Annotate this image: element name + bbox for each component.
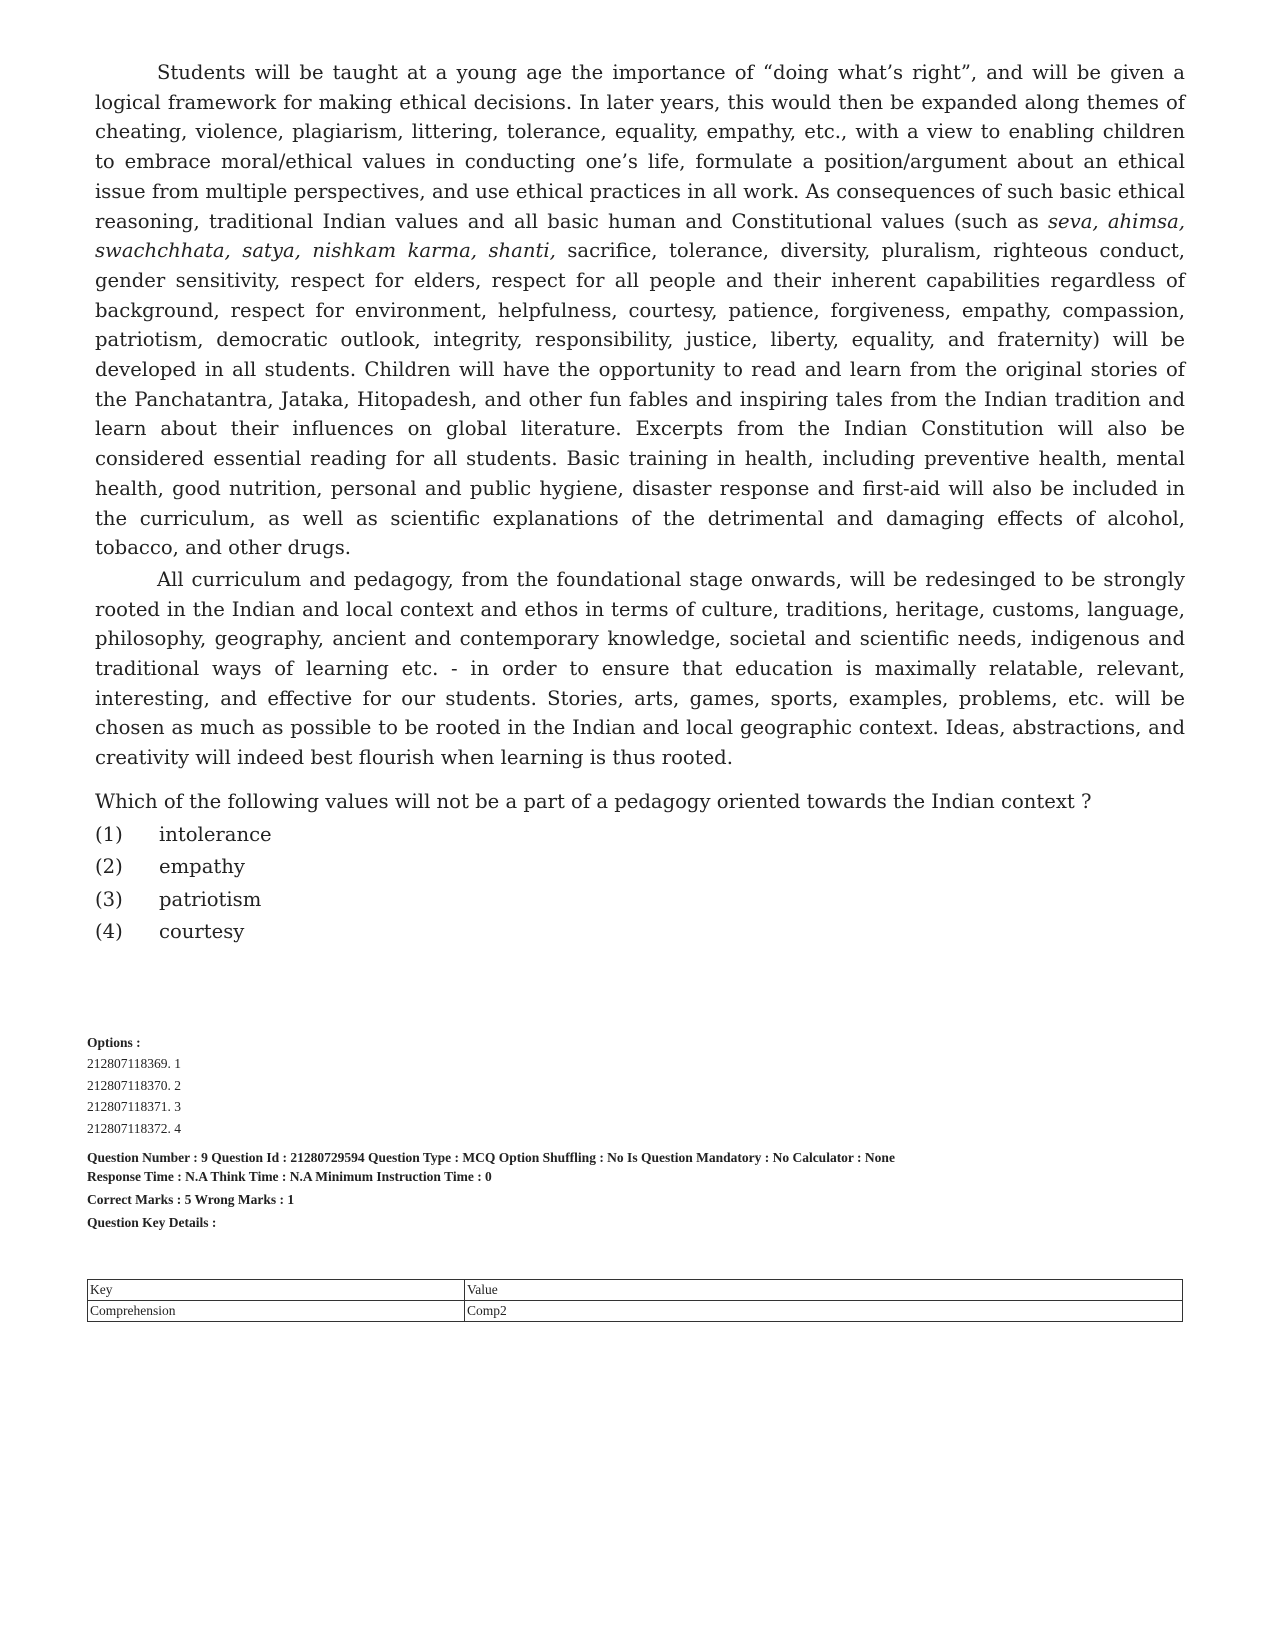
options-heading: Options : xyxy=(87,1035,141,1050)
question-meta-line-1: Question Number : 9 Question Id : 21280729594 Question Type : MCQ Option Shuffling : No Is Question Mandatory : No Calculator : None xyxy=(87,1150,895,1165)
option-id: 212807118372. 4 xyxy=(87,1120,181,1136)
question-info xyxy=(87,1148,1187,1232)
choice-label: intolerance xyxy=(159,822,272,846)
passage-paragraph-2: All curriculum and pedagogy, from the foundational stage onwards, will be redesinged to be strongly rooted in the Indian and local context and ethos in terms of culture, traditions, heritage, customs, language, philosophy, geography, ancient and contemporary knowledge, societal and scientific needs, indigenous and traditional ways of learning etc. - in order to ensure that education is maximally relatable, relevant, interesting, and effective for our students. Stories, arts, games, sports, examples, problems, etc. will be chosen as much as possible to be rooted in the Indian and local geographic context. Ideas, abstractions, and creativity will indeed best flourish when learning is thus rooted. xyxy=(95,567,1185,770)
choice-number: (1) xyxy=(95,822,123,846)
question-meta-line-2: Response Time : N.A Think Time : N.A Minimum Instruction Time : 0 xyxy=(87,1169,492,1184)
answer-choice xyxy=(95,851,1185,884)
option-id: 212807118370. 2 xyxy=(87,1077,181,1093)
answer-choice xyxy=(95,884,1185,917)
choice-number: (4) xyxy=(95,920,123,944)
choice-number: (2) xyxy=(95,855,123,879)
answer-choice xyxy=(95,916,1185,949)
choice-label: patriotism xyxy=(159,887,262,911)
option-ids-block xyxy=(87,1032,181,1139)
table-header-key: Key xyxy=(88,1280,465,1301)
passage-container xyxy=(95,58,1185,949)
question-key-table xyxy=(87,1279,1183,1322)
answer-choice xyxy=(95,819,1185,852)
table-cell-value: Comp2 xyxy=(465,1301,1183,1322)
option-id: 212807118371. 3 xyxy=(87,1099,181,1115)
table-header-value: Value xyxy=(465,1280,1183,1301)
option-id-list xyxy=(87,1053,181,1139)
question-text: Which of the following values will not be a part of a pedagogy oriented towards the Indian context ? xyxy=(95,789,1092,813)
para1-italic-terms: seva, ahimsa, swachchhata, satya, nishkam karma, shanti, xyxy=(95,209,1185,263)
answer-choices xyxy=(95,819,1185,949)
choice-label: courtesy xyxy=(159,920,245,944)
choice-number: (3) xyxy=(95,887,123,911)
para1-text-a: Students will be taught at a young age the importance of “doing what’s right”, and will be given a logical framework for making ethical decisions. In later years, this would then be expanded along themes of cheating, violence, plagiarism, littering, tolerance, equality, empathy, etc., with a view to enabling children to embrace moral/ethical values in conducting one’s life, formulate a position/argument about an ethical issue from multiple perspectives, and use ethical practices in all work. As consequences of such basic ethical reasoning, traditional Indian values and all basic human and Constitutional values (such as xyxy=(95,61,1185,233)
choice-label: empathy xyxy=(159,855,245,879)
passage-paragraph-1 xyxy=(95,58,1185,563)
option-id: 212807118369. 1 xyxy=(87,1056,181,1071)
key-details-label: Question Key Details : xyxy=(87,1215,217,1230)
para1-text-b: sacrifice, tolerance, diversity, pluralism, righteous conduct, gender sensitivity, respect for elders, respect for all people and their inherent capabilities regardless of background, respect for environment, helpfulness, courtesy, patience, forgiveness, empathy, compassion, patriotism, democratic outlook, integrity, responsibility, justice, liberty, equality, and fraternity) will be developed in all students. Children will have the opportunity to read and learn from the original stories of the Panchatantra, Jataka, Hitopadesh, and other fun fables and inspiring tales from the Indian tradition and learn about their influences on global literature. Excerpts from the Indian Constitution will also be considered essential reading for all students. Basic training in health, including preventive health, mental health, good nutrition, personal and public hygiene, disaster response and first-aid will also be included in the curriculum, as well as scientific explanations of the detrimental and damaging effects of alcohol, tobacco, and other drugs. xyxy=(95,239,1186,560)
table-row xyxy=(88,1301,1183,1322)
marks-line: Correct Marks : 5 Wrong Marks : 1 xyxy=(87,1192,295,1207)
table-cell-key: Comprehension xyxy=(88,1301,465,1322)
table-header-row xyxy=(88,1280,1183,1301)
